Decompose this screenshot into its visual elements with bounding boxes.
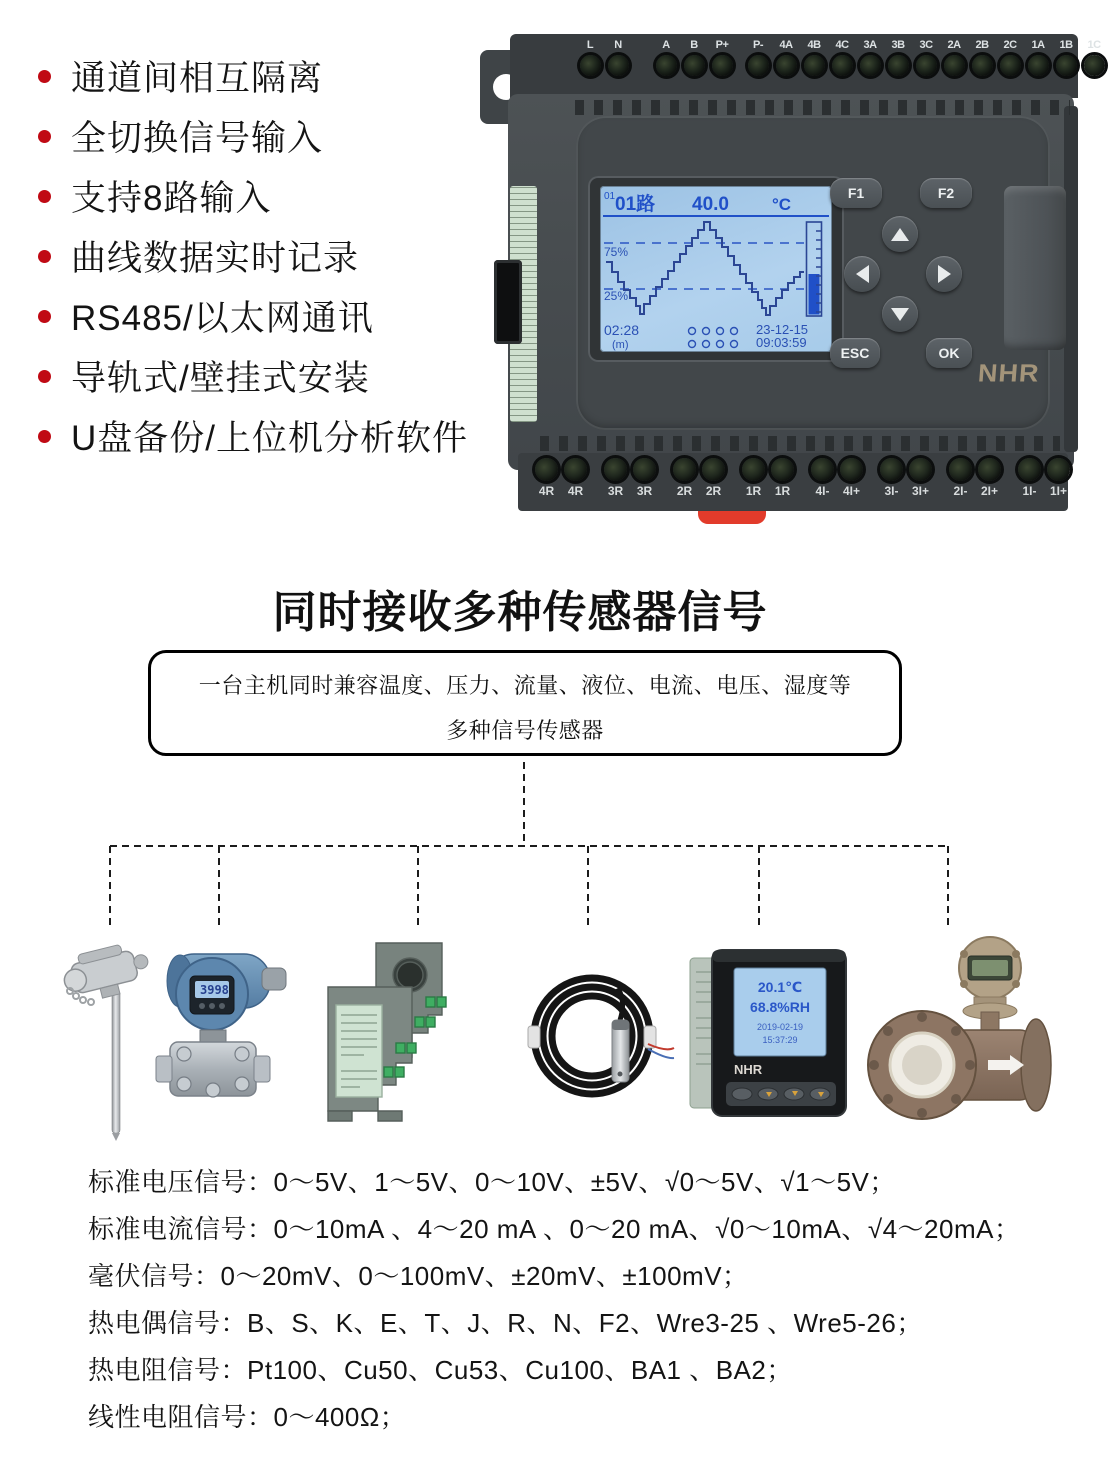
- tree-dashed-lines: [110, 762, 948, 926]
- upper-reference-label: 75%: [604, 245, 629, 259]
- bottom-terminal: [601, 458, 630, 511]
- bottom-terminal: [808, 458, 837, 511]
- terminal-screw: [633, 458, 656, 481]
- terminal-pair: [670, 458, 728, 511]
- terminal-screw: [1084, 55, 1105, 76]
- terminal-label: 2I+: [980, 484, 998, 498]
- bottom-terminal: [532, 458, 561, 511]
- transmitter-lcd-value: 3998: [200, 983, 229, 997]
- terminal-screw: [673, 458, 696, 481]
- terminal-screw: [909, 458, 932, 481]
- bottom-terminal: [946, 458, 975, 511]
- device-side-edge: [1064, 106, 1078, 452]
- spec-line-voltage: 标准电压信号：0～5V、1～5V、0～10V、±5V、√0～5V、√1～5V；: [88, 1167, 896, 1197]
- section-title: 同时接收多种传感器信号: [272, 588, 768, 637]
- terminal-label: A: [662, 39, 670, 51]
- ok-label: OK: [938, 345, 960, 361]
- terminal-label: 4I+: [842, 484, 860, 498]
- terminal-screw: [804, 55, 825, 76]
- terminal-screw: [656, 55, 677, 76]
- terminal-label: L: [586, 39, 594, 51]
- bottom-terminal: [877, 458, 906, 511]
- terminal-label: 1R: [774, 484, 791, 498]
- ok-button: [926, 338, 972, 368]
- trend-curve: [606, 222, 804, 315]
- terminal-label: B: [690, 39, 698, 51]
- spec-line-linear-resistance: 线性电阻信号：0～400Ω；: [88, 1402, 407, 1432]
- terminal-screw: [832, 55, 853, 76]
- terminal-pair: [739, 458, 797, 511]
- bullet-icon: [38, 310, 51, 323]
- terminal-label: 2R: [676, 484, 693, 498]
- terminal-screw: [684, 55, 705, 76]
- terminal-screw: [860, 55, 881, 76]
- spec-line-current: 标准电流信号：0～10mA 、4～20 mA 、0～20 mA、√0～10mA、√4～20mA；: [88, 1214, 1021, 1244]
- terminal-label: 1I+: [1049, 484, 1067, 498]
- terminal-label: 1C: [1087, 39, 1101, 51]
- top-terminal: [828, 39, 856, 76]
- top-terminal: [884, 39, 912, 76]
- terminal-screw: [880, 458, 903, 481]
- up-arrow-button: [882, 216, 918, 252]
- feature-item: [38, 406, 468, 466]
- terminal-screw: [564, 458, 587, 481]
- top-terminal: [856, 39, 884, 76]
- left-arrow-button: [844, 256, 880, 292]
- f1-label: F1: [847, 185, 865, 201]
- feature-item: [38, 46, 468, 106]
- terminal-label: 1I-: [1022, 484, 1037, 498]
- up-arrow-icon: [891, 228, 909, 241]
- bottom-terminal: [739, 458, 768, 511]
- meter-lcd-line4: 15:37:29: [762, 1035, 798, 1045]
- compatibility-box: [148, 650, 902, 756]
- terminal-screw: [535, 458, 558, 481]
- compatibility-line-2: 多种信号传感器: [446, 718, 604, 743]
- terminal-group-channels: [744, 39, 1108, 76]
- lcd-unit: °C: [772, 195, 792, 214]
- terminal-screw: [916, 55, 937, 76]
- terminal-screw: [811, 458, 834, 481]
- terminal-pair: [1015, 458, 1073, 511]
- pressure-transmitter-image: [150, 938, 300, 1143]
- top-terminal: [1080, 39, 1108, 76]
- lcd-screen: [600, 186, 832, 352]
- terminal-pair: [946, 458, 1004, 511]
- terminal-label: P+: [715, 39, 729, 51]
- terminal-screw: [580, 55, 601, 76]
- terminal-screw: [702, 458, 725, 481]
- bullet-icon: [38, 130, 51, 143]
- lcd-time: 09:03:59: [756, 335, 807, 350]
- terminal-screw: [712, 55, 733, 76]
- spec-line-thermocouple: 热电偶信号：B、S、K、E、T、J、R、N、F2、Wre3-25 、Wre5-26；: [88, 1308, 923, 1338]
- terminal-label: 2R: [705, 484, 722, 498]
- right-arrow-button: [926, 256, 962, 292]
- terminal-label: N: [614, 39, 622, 51]
- terminal-screw: [949, 458, 972, 481]
- lcd-channel-index: 01: [604, 191, 616, 202]
- spec-line-rtd: 热电阻信号：Pt100、Cu50、Cu53、Cu100、BA1 、BA2；: [88, 1355, 793, 1385]
- top-terminal: [996, 39, 1024, 76]
- meter-lcd-line2: 68.8%RH: [750, 999, 810, 1015]
- lcd-elapsed-time: 02:28: [604, 322, 640, 338]
- terminal-label: 3I+: [911, 484, 929, 498]
- bottom-terminal-strip: [518, 453, 1068, 511]
- top-terminal: [772, 39, 800, 76]
- side-connector-port: [494, 260, 522, 344]
- terminal-pair: [877, 458, 935, 511]
- lcd-status-dots: [689, 328, 738, 348]
- top-terminal: [604, 39, 632, 76]
- spec-line-millivolt: 毫伏信号：0～20mV、0～100mV、±20mV、±100mV；: [88, 1261, 749, 1291]
- terminal-screw: [978, 458, 1001, 481]
- terminal-group-power: [576, 39, 632, 76]
- bottom-terminal: [837, 458, 866, 511]
- bullet-icon: [38, 370, 51, 383]
- feature-label: 支持8路输入: [71, 179, 272, 218]
- feature-label: 导轨式/壁挂式安装: [71, 359, 370, 398]
- terminal-label: 3B: [891, 39, 905, 51]
- vent-slots-bottom: [540, 436, 1060, 451]
- terminal-screw: [1056, 55, 1077, 76]
- down-arrow-button: [882, 296, 918, 332]
- feature-item: [38, 346, 468, 406]
- feature-item: [38, 166, 468, 226]
- terminal-label: 3A: [863, 39, 877, 51]
- top-terminal: [680, 39, 708, 76]
- terminal-label: 4C: [835, 39, 849, 51]
- top-terminal: [912, 39, 940, 76]
- f2-button: [920, 178, 972, 208]
- lower-reference-label: 25%: [604, 289, 629, 303]
- feature-label: 全切换信号输入: [71, 119, 324, 158]
- bullet-icon: [38, 250, 51, 263]
- terminal-label: 2C: [1003, 39, 1017, 51]
- terminal-screw: [1018, 458, 1041, 481]
- lcd-trend-chart: [600, 186, 832, 352]
- bottom-terminal: [1044, 458, 1073, 511]
- esc-label: ESC: [840, 345, 870, 361]
- feature-label: 通道间相互隔离: [71, 59, 324, 98]
- terminal-screw: [748, 55, 769, 76]
- terminal-label: 4B: [807, 39, 821, 51]
- terminal-screw: [776, 55, 797, 76]
- terminal-pair: [601, 458, 659, 511]
- f1-button: [830, 178, 882, 208]
- top-terminal: [576, 39, 604, 76]
- terminal-label: 3C: [919, 39, 933, 51]
- meter-lcd-line1: 20.1℃: [757, 979, 803, 995]
- terminal-screw: [840, 458, 863, 481]
- terminal-screw: [944, 55, 965, 76]
- lcd-date: 23-12-15: [756, 322, 809, 337]
- terminal-label: 1B: [1059, 39, 1073, 51]
- panel-meter-image: [682, 942, 862, 1137]
- esc-button: [830, 338, 880, 368]
- terminal-label: 4A: [779, 39, 793, 51]
- top-terminal: [1052, 39, 1080, 76]
- feature-list: [38, 46, 468, 466]
- signal-spec-list: [88, 1162, 1020, 1444]
- terminal-screw: [1047, 458, 1070, 481]
- terminal-label: P-: [753, 39, 763, 51]
- electromagnetic-flowmeter-image: [860, 928, 1065, 1145]
- vent-slots-top: [575, 100, 1070, 115]
- terminal-pair: [808, 458, 866, 511]
- terminal-group-comm: [652, 39, 736, 76]
- down-arrow-icon: [891, 308, 909, 321]
- lcd-channel: 01路: [615, 194, 656, 215]
- left-arrow-icon: [856, 265, 869, 283]
- compatibility-line-1: 一台主机同时兼容温度、压力、流量、液位、电流、电压、湿度等: [198, 673, 852, 698]
- feature-label: RS485/以太网通讯: [71, 299, 374, 338]
- terminal-label: 2B: [975, 39, 989, 51]
- sensor-connection-tree: [0, 750, 1080, 940]
- terminal-screw: [771, 458, 794, 481]
- terminal-label: 2I-: [953, 484, 968, 498]
- level-sensor-image: [520, 948, 680, 1133]
- right-terminal-cover: [1004, 186, 1066, 350]
- terminal-screw: [742, 458, 765, 481]
- top-terminal: [968, 39, 996, 76]
- terminal-label: 1R: [745, 484, 762, 498]
- terminal-screw: [1000, 55, 1021, 76]
- bottom-terminal: [561, 458, 590, 511]
- data-logger-device-image: [480, 28, 1101, 530]
- top-terminal-strip: [510, 34, 1101, 98]
- feature-item: [38, 226, 468, 286]
- bottom-terminal: [630, 458, 659, 511]
- terminal-screw: [608, 55, 629, 76]
- bottom-terminal: [1015, 458, 1044, 511]
- bottom-terminal: [699, 458, 728, 511]
- terminal-label: 3R: [636, 484, 653, 498]
- terminal-label: 2A: [947, 39, 961, 51]
- bottom-terminal: [670, 458, 699, 511]
- feature-item: [38, 286, 468, 346]
- feature-item: [38, 106, 468, 166]
- terminal-pair: [532, 458, 590, 511]
- bottom-terminal: [906, 458, 935, 511]
- nhr-logo: NHR: [976, 359, 1041, 387]
- meter-brand-logo: NHR: [734, 1062, 763, 1077]
- terminal-label: 4R: [538, 484, 555, 498]
- f2-label: F2: [937, 185, 955, 201]
- top-terminal: [744, 39, 772, 76]
- top-terminal: [940, 39, 968, 76]
- bottom-terminal: [975, 458, 1004, 511]
- top-terminal: [1024, 39, 1052, 76]
- terminal-screw: [972, 55, 993, 76]
- feature-label: 曲线数据实时记录: [71, 239, 360, 278]
- terminal-screw: [604, 458, 627, 481]
- top-terminal: [708, 39, 736, 76]
- terminal-label: 3I-: [884, 484, 899, 498]
- top-terminal: [800, 39, 828, 76]
- right-arrow-icon: [938, 265, 951, 283]
- signal-isolator-image: [318, 935, 478, 1145]
- meter-lcd-line3: 2019-02-19: [756, 1022, 804, 1032]
- lcd-value: 40.0: [692, 194, 729, 215]
- top-terminal: [652, 39, 680, 76]
- lcd-elapsed-unit: (m): [612, 339, 629, 351]
- terminal-label: 4I-: [815, 484, 830, 498]
- terminal-label: 1A: [1031, 39, 1045, 51]
- terminal-screw: [1028, 55, 1049, 76]
- bullet-icon: [38, 430, 51, 443]
- terminal-label: 4R: [567, 484, 584, 498]
- bottom-terminal: [768, 458, 797, 511]
- feature-label: U盘备份/上位机分析软件: [71, 419, 469, 458]
- bullet-icon: [38, 70, 51, 83]
- terminal-screw: [888, 55, 909, 76]
- terminal-label: 3R: [607, 484, 624, 498]
- bullet-icon: [38, 190, 51, 203]
